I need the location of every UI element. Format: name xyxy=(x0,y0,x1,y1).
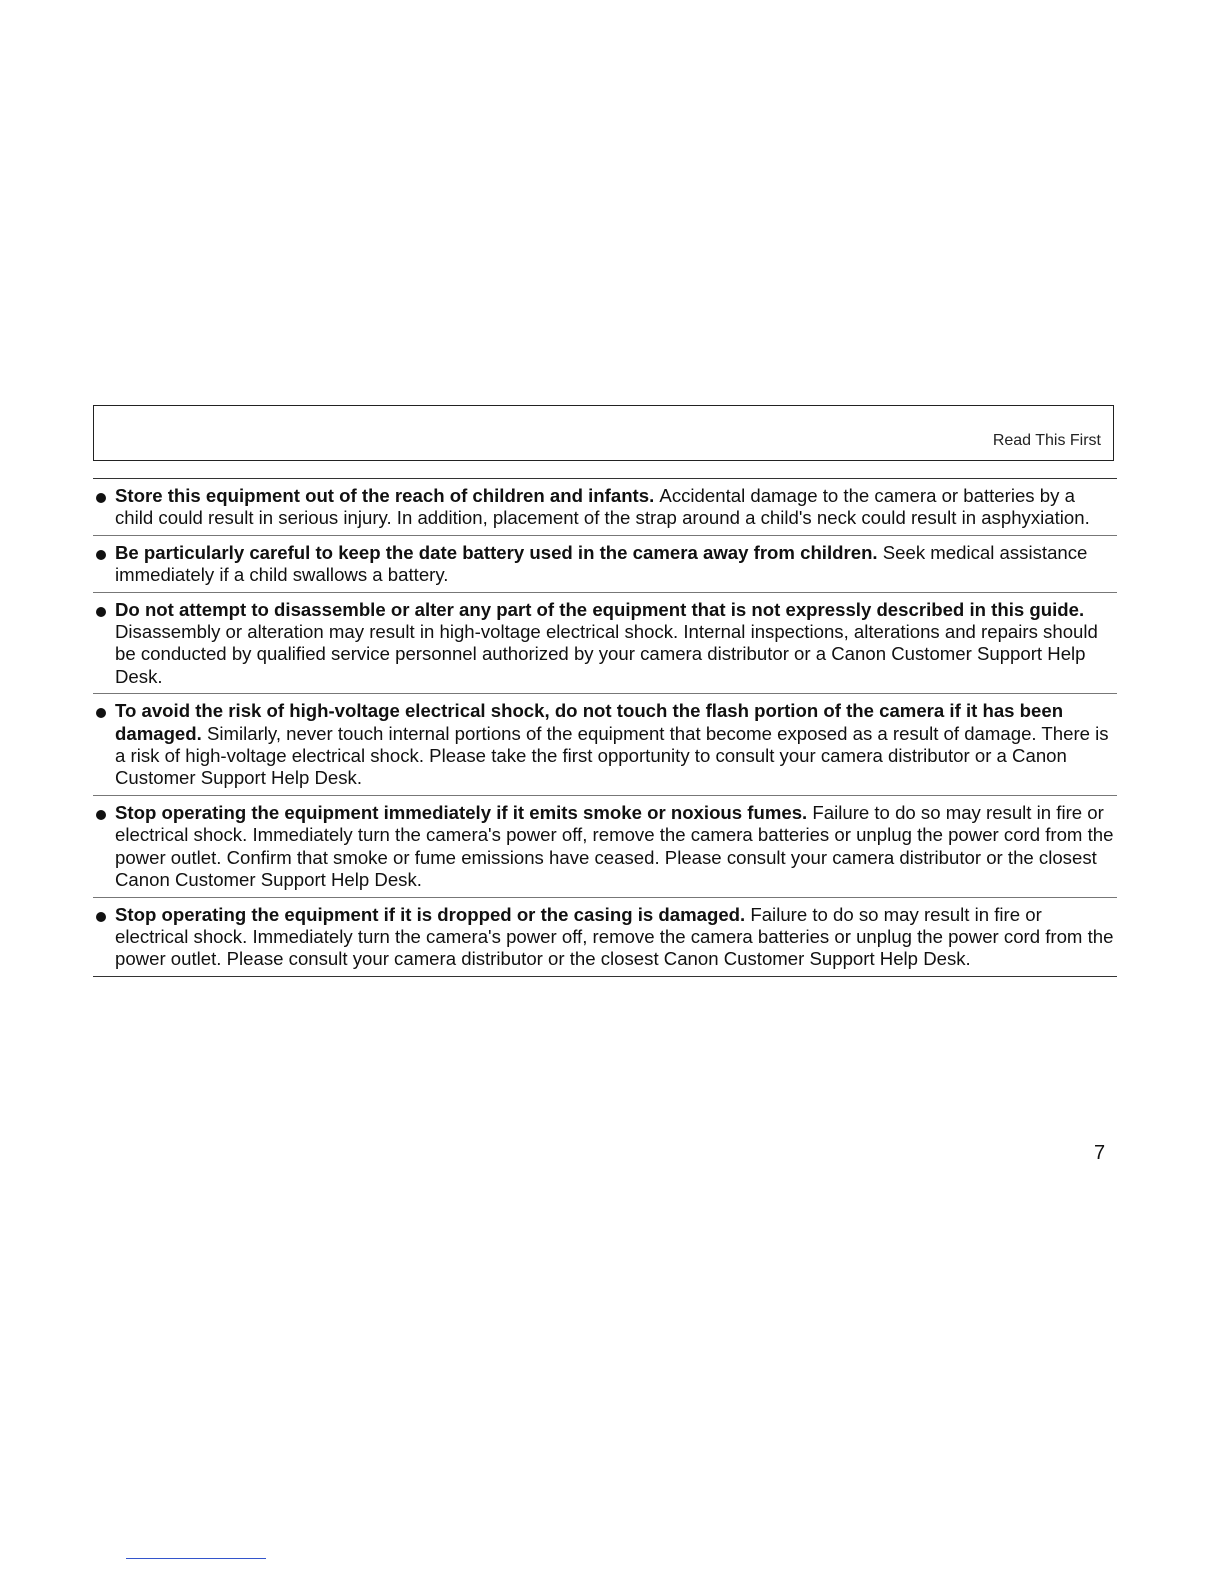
bullet-icon xyxy=(96,708,106,718)
warning-lead: To avoid the risk of high-voltage electrical shock, do not touch the flash portion of the camera if it has been damaged. xyxy=(115,700,1064,744)
safety-warnings-list xyxy=(93,478,1117,977)
warning-lead: Store this equipment out of the reach of children and infants. xyxy=(115,485,660,506)
warning-item xyxy=(93,479,1117,535)
warning-body: Seek medical assistance immediately if a child swallows a battery. xyxy=(115,541,1088,586)
bullet-icon xyxy=(96,493,106,503)
warning-lead: Do not attempt to disassemble or alter any part of the equipment that is not expressly described in this guide. xyxy=(115,598,1085,620)
warning-body: Similarly, never touch internal portions of the equipment that become exposed as a result of damage. There is a risk of high-voltage electrical shock. Please take the first opportunity to consult your camera distributor or a Canon Customer Support Help Desk. xyxy=(115,722,1109,789)
bullet-icon xyxy=(96,550,106,560)
bullet-icon xyxy=(96,607,106,617)
warning-body: Accidental damage to the camera or batteries by a child could result in serious injury. In addition, placement of the strap around a child's neck could result in asphyxiation. xyxy=(115,485,1090,529)
warning-item xyxy=(93,693,1117,795)
warning-lead: Be particularly careful to keep the date battery used in the camera away from children. xyxy=(115,541,883,563)
bullet-icon xyxy=(96,912,106,922)
warning-item xyxy=(93,592,1117,694)
warning-item xyxy=(93,535,1117,592)
warning-body: Failure to do so may result in fire or electrical shock. Immediately turn the camera's power off, remove the camera batteries or unplug the power cord from the power outlet. Please consult your camera distributor or the closest Canon Customer Support Help Desk. xyxy=(115,903,1114,970)
warning-body: Disassembly or alteration may result in high-voltage electrical shock. Internal inspections, alterations and repairs should be conducted by qualified service personnel authorized by your camera distributor or a Canon Customer Support Help Desk. xyxy=(115,621,1098,687)
page-number: 7 xyxy=(1094,1142,1106,1164)
warning-lead: Stop operating the equipment immediately if it emits smoke or noxious fumes. xyxy=(115,801,813,823)
section-header-box xyxy=(93,405,1114,461)
warning-item xyxy=(93,897,1117,976)
warning-lead: Stop operating the equipment if it is dropped or the casing is damaged. xyxy=(115,903,751,925)
warning-body: Failure to do so may result in fire or electrical shock. Immediately turn the camera's power off, remove the camera batteries or unplug the power cord from the power outlet. Confirm that smoke or fume emissions have ceased. Please consult your camera distributor or the closest Canon Customer Support Help Desk. xyxy=(115,801,1114,891)
bullet-icon xyxy=(96,810,106,820)
warning-item xyxy=(93,795,1117,897)
footer-divider xyxy=(126,1558,266,1559)
section-title: Read This First xyxy=(992,432,1101,449)
